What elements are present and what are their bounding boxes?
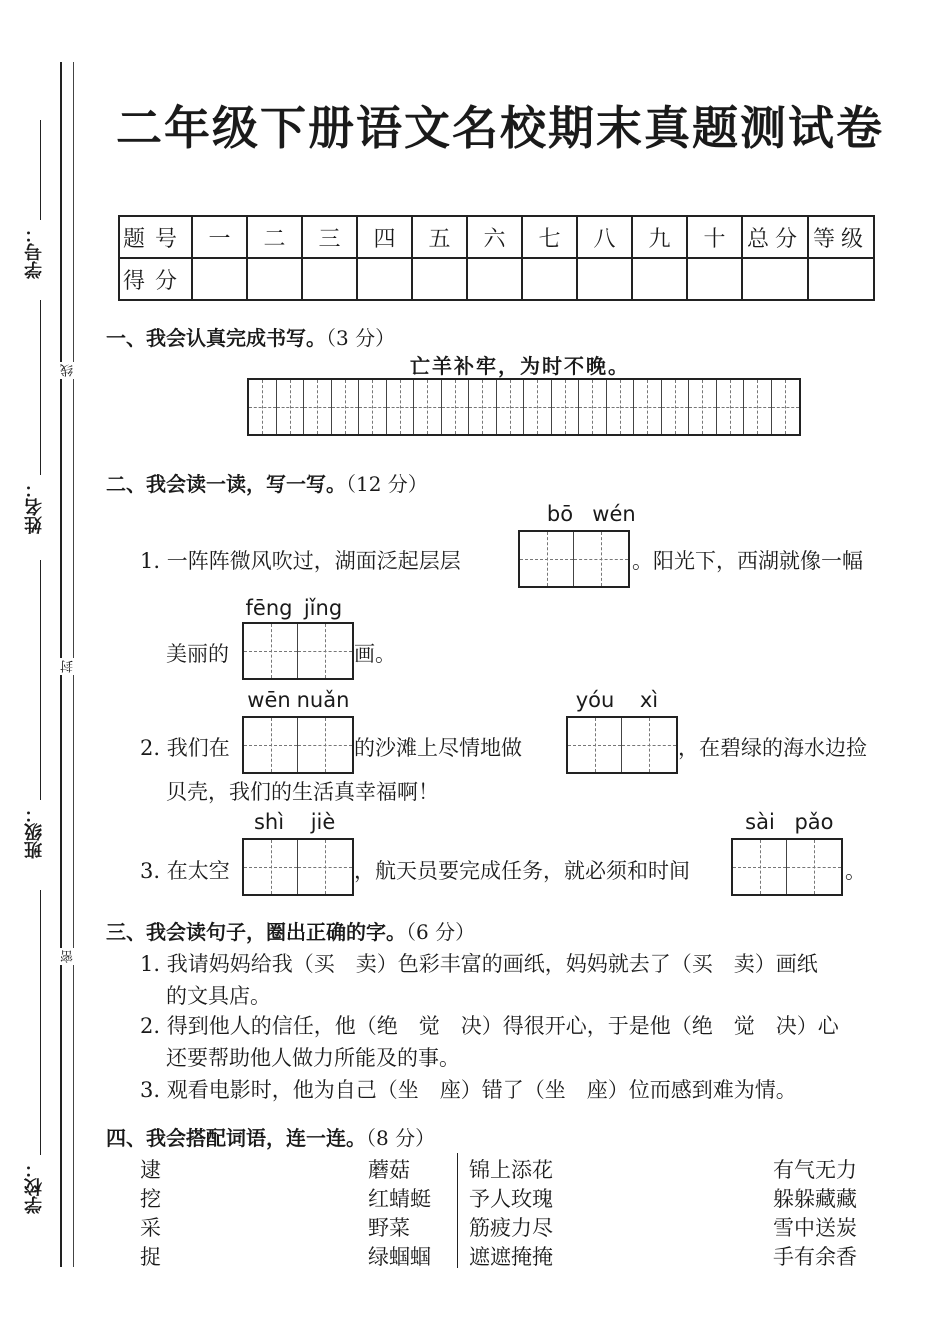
school-label: 学校： (24, 1160, 45, 1214)
answer-grid-saipao[interactable] (731, 838, 843, 896)
col-header-grade: 等级 (808, 216, 874, 258)
score-cell[interactable] (247, 258, 302, 300)
row-label-score: 得分 (119, 258, 192, 300)
pinyin-bowen: bō wén (546, 502, 636, 526)
name-line (40, 300, 41, 475)
seal-feng: 封 (61, 660, 76, 673)
idiom-match-item[interactable]: 有气无力 (773, 1158, 857, 1182)
col-header: 十 (687, 216, 742, 258)
s3-line: 2. 得到他人的信任，他（绝 觉 决）得很开心，于是他（绝 觉 决）心 (140, 1014, 839, 1038)
col-header: 三 (302, 216, 357, 258)
pinyin-youxi: yóu xì (575, 688, 659, 712)
pinyin-shijie: shì jiè (253, 810, 336, 834)
idiom-item[interactable]: 予人玫瑰 (469, 1187, 553, 1211)
q3-text-c: 。 (845, 859, 866, 883)
q3-text-b: ，航天员要完成任务，就必须和时间 (354, 859, 690, 883)
idiom-match-item[interactable]: 雪中送炭 (773, 1216, 857, 1240)
section4-points: （8 分） (366, 1126, 436, 1150)
school-line (40, 890, 41, 1155)
proverb-text: 亡羊补牢，为时不晚。 (410, 354, 630, 378)
score-cell[interactable] (357, 258, 412, 300)
section4-heading (106, 1122, 435, 1151)
pinyin-saipao: sài pǎo (745, 810, 834, 834)
seal-xian: 线 (61, 364, 76, 377)
section4-title: 四、我会搭配词语，连一连。 (106, 1126, 366, 1150)
student-id-line (40, 120, 41, 220)
page-title: 二年级下册语文名校期末真题测试卷 (116, 101, 884, 155)
score-cell[interactable] (412, 258, 467, 300)
verb-item[interactable]: 采 (140, 1216, 161, 1240)
noun-item[interactable]: 蘑菇 (368, 1158, 410, 1182)
col-header: 一 (192, 216, 247, 258)
section1-points: （3 分） (326, 326, 396, 350)
answer-grid-fengjing[interactable] (242, 622, 354, 680)
col-header: 四 (357, 216, 412, 258)
col-header: 九 (632, 216, 687, 258)
idiom-match-item[interactable]: 躲躲藏藏 (773, 1187, 857, 1211)
score-table (118, 215, 875, 301)
s3-line: 还要帮助他人做力所能及的事。 (166, 1046, 460, 1070)
score-cell[interactable] (742, 258, 808, 300)
col-header: 八 (577, 216, 632, 258)
section2-points: （12 分） (346, 472, 428, 496)
q1-text-a: 1. 一阵阵微风吹过，湖面泛起层层 (140, 549, 461, 573)
answer-grid-bowen[interactable] (518, 530, 630, 588)
section1-title: 一、我会认真完成书写。 (106, 326, 326, 350)
idiom-item[interactable]: 锦上添花 (469, 1158, 553, 1182)
q2-text-b: 的沙滩上尽情地做 (354, 736, 522, 760)
score-cell[interactable] (632, 258, 687, 300)
answer-grid-youxi[interactable] (566, 716, 678, 774)
s3-line: 3. 观看电影时，他为自己（坐 座）错了（坐 座）位而感到难为情。 (140, 1078, 797, 1102)
col-header: 七 (522, 216, 577, 258)
section2-heading (106, 468, 428, 497)
idiom-item[interactable]: 遮遮掩掩 (469, 1245, 553, 1269)
idiom-match-item[interactable]: 手有余香 (773, 1245, 857, 1269)
q3-text-a: 3. 在太空 (140, 859, 230, 883)
class-label: 班级： (24, 805, 45, 859)
writing-grid[interactable] (247, 378, 801, 436)
section1-heading (106, 322, 395, 351)
name-label: 姓名： (24, 480, 45, 534)
score-cell[interactable] (467, 258, 522, 300)
q1-text-d: 画。 (354, 642, 396, 666)
idiom-item[interactable]: 筋疲力尽 (469, 1216, 553, 1240)
q2-text-c: ，在碧绿的海水边捡 (678, 736, 867, 760)
answer-grid-wennuan[interactable] (242, 716, 354, 774)
seal-mi: 密 (61, 950, 76, 963)
q2-text-a: 2. 我们在 (140, 736, 230, 760)
s3-line: 1. 我请妈妈给我（买 卖）色彩丰富的画纸，妈妈就去了（买 卖）画纸 (140, 952, 818, 976)
q2-text-d: 贝壳，我们的生活真幸福啊！ (166, 780, 439, 804)
col-header: 六 (467, 216, 522, 258)
col-header: 五 (412, 216, 467, 258)
score-cell[interactable] (577, 258, 632, 300)
match-divider (457, 1153, 458, 1268)
verb-item[interactable]: 捉 (140, 1245, 161, 1269)
score-cell[interactable] (302, 258, 357, 300)
score-cell[interactable] (522, 258, 577, 300)
section3-points: （6 分） (406, 920, 476, 944)
q1-text-b: 。阳光下，西湖就像一幅 (632, 549, 863, 573)
col-header-total: 总分 (742, 216, 808, 258)
noun-item[interactable]: 野菜 (368, 1216, 410, 1240)
verb-item[interactable]: 挖 (140, 1187, 161, 1211)
noun-item[interactable]: 红蜻蜓 (368, 1187, 431, 1211)
student-id-label: 学号： (24, 225, 45, 279)
score-cell[interactable] (192, 258, 247, 300)
pinyin-wennuan: wēn nuǎn (247, 688, 350, 712)
noun-item[interactable]: 绿蝈蝈 (368, 1245, 431, 1269)
s3-line: 的文具店。 (166, 984, 271, 1008)
q1-text-c: 美丽的 (166, 642, 229, 666)
section2-title: 二、我会读一读，写一写。 (106, 472, 346, 496)
row-label-question: 题号 (119, 216, 192, 258)
score-cell[interactable] (808, 258, 874, 300)
pinyin-fengjing: fēng jǐng (245, 596, 343, 620)
answer-grid-shijie[interactable] (242, 838, 354, 896)
score-cell[interactable] (687, 258, 742, 300)
verb-item[interactable]: 逮 (140, 1158, 161, 1182)
col-header: 二 (247, 216, 302, 258)
class-line (40, 560, 41, 800)
section3-heading (106, 916, 475, 945)
section3-title: 三、我会读句子，圈出正确的字。 (106, 920, 406, 944)
